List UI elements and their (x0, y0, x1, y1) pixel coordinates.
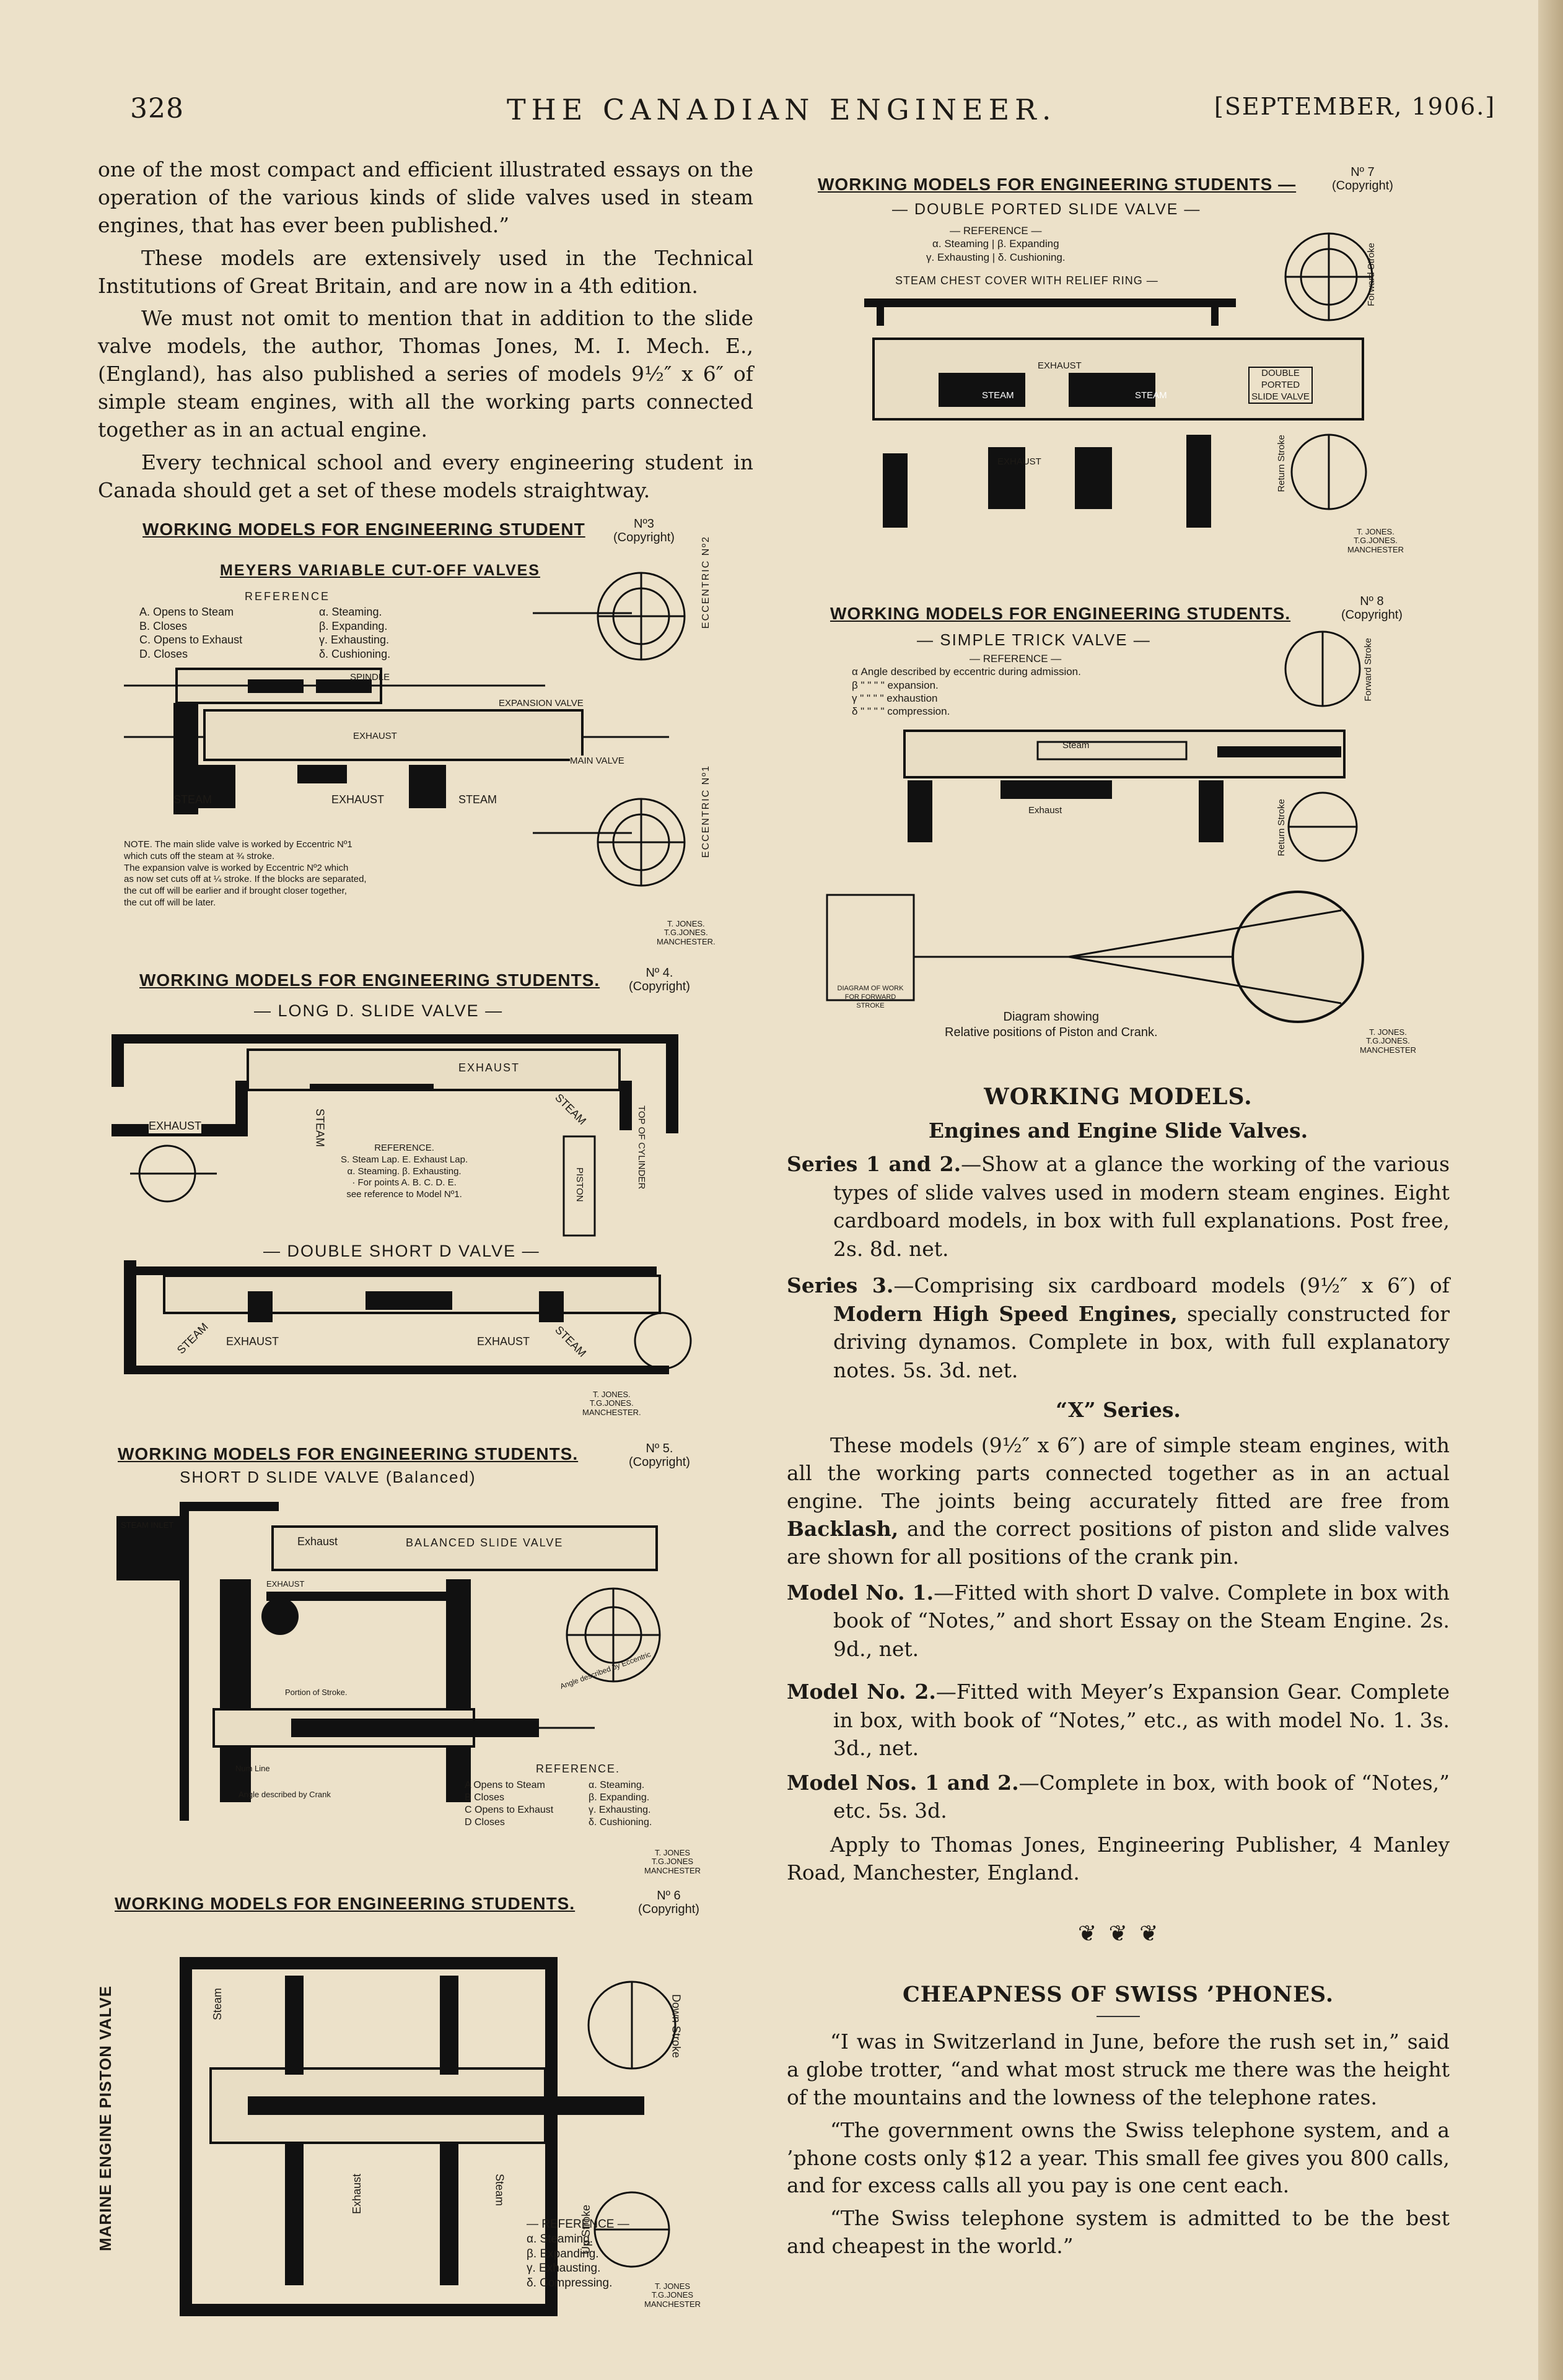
advertisement (787, 1084, 1450, 1887)
label-steam: STEAM (313, 1109, 326, 1148)
sig-line: T. JONES. (667, 919, 705, 928)
label-exhaust: Exhaust (1028, 805, 1062, 816)
figure-subtitle: — DOUBLE PORTED SLIDE VALVE — (892, 201, 1201, 218)
reference-heading: REFERENCE (245, 590, 331, 603)
ref-line: α. Steaming. (527, 2232, 593, 2246)
figure-no: Nº 5. (646, 1442, 673, 1455)
label-spindle: SPINDLE (350, 672, 390, 682)
ref-line: α Angle described by eccentric during admission. (852, 666, 1081, 678)
ref-item: D Closes (465, 1817, 505, 1828)
figure-note (124, 839, 367, 909)
ref-item: β. Expanding. (319, 619, 388, 632)
label-balanced-valve: BALANCED SLIDE VALVE (406, 1537, 564, 1549)
model-1 (787, 1579, 1450, 1663)
ref-item: B Closes (465, 1792, 505, 1803)
item-head: Model Nos. 1 and 2. (787, 1770, 1019, 1795)
signature (1347, 528, 1404, 554)
note-line: as now set cuts off at ¼ stroke. If the blocks are separated, (124, 874, 367, 885)
copyright: (Copyright) (613, 531, 675, 544)
sig-line: T.G.JONES. (589, 1398, 634, 1408)
diagram-box-label: DIAGRAM OF WORK FOR FORWARD STROKE (837, 985, 904, 1009)
label-steam-inlet: STEAM INLET (121, 1520, 174, 1530)
sig-line: MANCHESTER (1347, 544, 1404, 554)
label-steam: STEAM (174, 1320, 211, 1357)
label-return-stroke: Return Stroke (1276, 435, 1287, 492)
note-line: the cut off will be earlier and if brought closer together, (124, 886, 347, 896)
intro-text (98, 156, 753, 505)
ref-item: γ. Exhausting. (319, 634, 390, 646)
text: and the correct positions of piston and slide valves are shown for all positions of the crank pin. (787, 1516, 1450, 1569)
figure-reference (527, 2217, 629, 2291)
ref-item: B. Closes (139, 619, 188, 632)
figure-no: Nº 7 (1351, 165, 1375, 179)
copyright: (Copyright) (629, 980, 690, 993)
label-eccentric-2: ECCENTRIC Nº2 (701, 536, 711, 629)
paragraph: “I was in Switzerland in June, before the rush set in,” said a globe trotter, “and what most struck me there was the height of the mountains and the lowness of the telephone rates. (787, 2029, 1450, 2109)
section-separator: ❦ ❦ ❦ (1078, 1921, 1161, 1946)
paragraph: These models are extensively used in the Technical Institutions of Great Britain, and are now in a 4th edition. (98, 245, 753, 298)
valve-drawing (815, 162, 1428, 565)
figure-subtitle: — DOUBLE SHORT D VALVE — (263, 1242, 540, 1260)
label-steam: STEAM (458, 793, 497, 806)
page-edge (1538, 0, 1563, 2380)
paragraph: “The government owns the Swiss telephone system, and a ’phone costs only $12 a year. This small fee gives you 800 calls, and for excess calls all you pay is one cent each. (787, 2117, 1450, 2198)
figure-title: WORKING MODELS FOR ENGINEERING STUDENTS. (115, 1894, 576, 1913)
item-text: —Fitted with short D valve. Complete in box with book of “Notes,” and short Essay on the Steam Engine. 2s. 9d., net. (833, 1580, 1450, 1661)
paragraph: We must not omit to mention that in addition to the slide valve models, the author, Thomas Jones, M. I. Mech. E., (England), has also published a series of models 9½″ x 6″ of simple steam engines, with all the working parts connected together as in an actual engine. (98, 306, 753, 442)
label-steam: Steam (1062, 740, 1090, 751)
figure-meyers-valve (112, 517, 756, 963)
label-forward-stroke: Forward Stroke (1363, 638, 1373, 702)
paragraph: Every technical school and every engineering student in Canada should get a set of these models straightway. (98, 450, 753, 502)
ref-line: δ " " " " compression. (852, 705, 950, 717)
cover-label: STEAM CHEST COVER WITH RELIEF RING — (895, 274, 1158, 287)
item-text: —Fitted with Meyer’s Expansion Gear. Complete in box, with book of “Notes,” etc., as with model No. 1. 3s. 3d., net. (833, 1680, 1450, 1761)
label-exhaust: EXHAUST (458, 1061, 520, 1074)
sig-line: MANCHESTER. (657, 936, 716, 946)
ref-line: see reference to Model Nº1. (346, 1189, 462, 1200)
figure-subtitle: MEYERS VARIABLE CUT-OFF VALVES (220, 562, 540, 579)
label-crank-angle: Angle described by Crank (239, 1790, 331, 1799)
journal-title: THE CANADIAN ENGINEER. (507, 93, 1057, 126)
sig-line: T. JONES. (1357, 527, 1394, 536)
note-line: which cuts off the steam at ¾ stroke. (124, 850, 275, 861)
label-expansion: EXPANSION VALVE (499, 698, 584, 708)
figure-subtitle: — LONG D. SLIDE VALVE — (254, 1001, 504, 1020)
figure-no: Nº 8 (1360, 595, 1384, 608)
note-line: The expansion valve is worked by Eccentric Nº2 which (124, 862, 349, 873)
sig-line: T.G.JONES. (663, 928, 708, 938)
ad-title: WORKING MODELS. (984, 1084, 1253, 1110)
ref-item: δ. Cushioning. (319, 647, 391, 660)
paragraph: one of the most compact and efficient illustrated essays on the operation of the various kinds of slide valves used in steam engines, that has ever been published.” (98, 157, 753, 237)
sig-line: MANCHESTER (644, 2299, 701, 2309)
figure-title: WORKING MODELS FOR ENGINEERING STUDENTS. (139, 970, 600, 990)
sig-line: T.G.JONES. (1354, 536, 1398, 546)
figure-balanced-valve (112, 1437, 756, 1883)
label-exhaust: EXHAUST (353, 731, 397, 741)
ref-line: α. Steaming | β. Expanding (932, 238, 1059, 250)
item-head: Series 3. (787, 1273, 894, 1298)
ref-line: β " " " " expansion. (852, 679, 939, 691)
figure-reference (341, 1143, 468, 1201)
model-2 (787, 1678, 1450, 1763)
label-exhaust: EXHAUST (1038, 360, 1082, 371)
ref-line: · For points A. B. C. D. E. (352, 1177, 457, 1188)
figure-title: WORKING MODELS FOR ENGINEERING STUDENT (142, 520, 585, 539)
ref-line: REFERENCE. (374, 1143, 434, 1153)
label-eccentric-1: ECCENTRIC Nº1 (701, 765, 711, 858)
ref-line: — REFERENCE — (950, 225, 1042, 237)
ref-line: S. Steam Lap. E. Exhaust Lap. (341, 1154, 468, 1165)
title-rule (1097, 2016, 1140, 2017)
model-1-2 (787, 1769, 1450, 1825)
label-stroke: Portion of Stroke. (285, 1688, 348, 1697)
ref-line: — REFERENCE — (527, 2218, 629, 2231)
signature (657, 920, 716, 946)
article-title: CHEAPNESS OF SWISS ’PHONES. (902, 1982, 1334, 2007)
label-steam: Steam (211, 1988, 224, 2021)
page-number: 328 (130, 93, 184, 124)
label-exhaust: Exhaust (297, 1535, 338, 1548)
sig-line: T.G.JONES. (1366, 1036, 1410, 1046)
label-steam: STEAM (553, 1091, 589, 1128)
series-3 (787, 1271, 1450, 1384)
label-eccentric-angle: Angle described by Eccentric (559, 1649, 652, 1691)
caption-line: Diagram showing (1003, 1010, 1100, 1024)
label-exhaust: EXHAUST (226, 1335, 279, 1348)
ref-item: C Opens to Exhaust (465, 1805, 554, 1815)
label-steam: STEAM (982, 390, 1014, 401)
item-text: specially constructed for driving dynamos. Complete in box, with full explanatory notes. 5s. 3d. net. (833, 1301, 1450, 1382)
ref-item: β. Expanding. (589, 1792, 650, 1803)
figure-subtitle: SHORT D SLIDE VALVE (Balanced) (180, 1468, 476, 1486)
valve-drawing (112, 1437, 756, 1883)
label-exhaust: EXHAUST (149, 1120, 202, 1132)
figure-double-ported-valve (815, 162, 1428, 565)
label-exhaust: Exhaust (351, 2174, 363, 2215)
figure-no: Nº3 (634, 517, 654, 531)
note-line: NOTE. The main slide valve is worked by Eccentric Nº1 (124, 839, 352, 850)
label-down-stroke: Down Stroke (670, 1994, 683, 2059)
reference-list (589, 1779, 652, 1829)
sig-line: MANCHESTER. (582, 1407, 641, 1417)
sig-line: T.G.JONES (651, 2290, 694, 2300)
label-steam: STEAM (553, 1323, 589, 1360)
label-exhaust: EXHAUST (477, 1335, 530, 1348)
label-line: Num Line (235, 1764, 270, 1773)
label-up-stroke: Up Stroke (580, 2205, 592, 2255)
figure-subtitle: — SIMPLE TRICK VALVE — (917, 630, 1151, 649)
item-head: Model No. 1. (787, 1580, 934, 1605)
label-forward-stroke: Forward Stroke (1366, 243, 1377, 307)
signature (1360, 1028, 1416, 1055)
label-double-ported: DOUBLE PORTED SLIDE VALVE (1248, 367, 1313, 404)
note-line: the cut off will be later. (124, 897, 216, 908)
label-return-stroke: Return Stroke (1276, 799, 1287, 857)
item-text: —Comprising six cardboard models (9½″ x 6″) of (893, 1273, 1450, 1298)
ref-line: γ. Exhausting. (527, 2262, 601, 2275)
label-steam: Steam (493, 2174, 506, 2207)
ref-line: δ. Compressing. (527, 2277, 613, 2290)
x-series-text (787, 1432, 1450, 1571)
copyright: (Copyright) (629, 1455, 690, 1469)
item-bold: Modern High Speed Engines, (833, 1301, 1178, 1326)
signature (644, 2282, 701, 2309)
apply-text: Apply to Thomas Jones, Engineering Publisher, 4 Manley Road, Manchester, England. (787, 1832, 1450, 1885)
label-exhaust: EXHAUST (997, 456, 1041, 467)
series-1-2 (787, 1150, 1450, 1263)
ref-item: α. Steaming. (319, 606, 382, 618)
article (787, 1982, 1450, 2260)
copyright: (Copyright) (1341, 608, 1403, 622)
figure-title: WORKING MODELS FOR ENGINEERING STUDENTS — (818, 175, 1297, 194)
paragraph: “The Swiss telephone system is admitted to be the best and cheapest in the world.” (787, 2206, 1450, 2259)
ref-item: δ. Cushioning. (589, 1817, 652, 1828)
figure-marine-piston-valve (93, 1883, 756, 2329)
sig-line: T.G.JONES (651, 1857, 694, 1867)
figure-title: WORKING MODELS FOR ENGINEERING STUDENTS. (118, 1444, 579, 1463)
item-text: —Complete in box, with book of “Notes,” etc. 5s. 3d. (833, 1770, 1450, 1823)
label-exhaust: EXHAUST (266, 1579, 305, 1589)
ref-item: A Opens to Steam (465, 1780, 545, 1790)
valve-drawing (93, 1883, 756, 2329)
ref-line: β. Expanding. (527, 2247, 599, 2260)
signature (582, 1390, 641, 1417)
text: These models (9½″ x 6″) are of simple steam engines, with all the working parts connected together as in an actual engine. The joints being accurately fitted are free from (787, 1433, 1450, 1513)
label-steam: STEAM (1135, 390, 1167, 401)
sig-line: T. JONES (654, 1848, 691, 1857)
ref-line: α. Steaming. β. Exhausting. (347, 1166, 462, 1177)
ref-item: D. Closes (139, 647, 188, 660)
figure-simple-trick-valve (815, 582, 1428, 1071)
sig-line: MANCHESTER (644, 1865, 701, 1875)
figure-title: WORKING MODELS FOR ENGINEERING STUDENTS. (830, 604, 1291, 623)
item-text: —Show at a glance the working of the various types of slide valves used in modern steam engines. Eight cardboard models, in box with full explanations. Post free, 2s. 8d. net. (833, 1152, 1450, 1261)
reference-list (465, 1779, 553, 1829)
ref-item: γ. Exhausting. (589, 1805, 651, 1815)
item-head: Series 1 and 2. (787, 1152, 961, 1176)
diagram-caption (945, 1009, 1158, 1040)
signature (644, 1849, 701, 1875)
label-top-cylinder: TOP OF CYLINDER (636, 1105, 647, 1190)
item-head: Model No. 2. (787, 1680, 936, 1704)
figure-no: Nº 4. (646, 966, 673, 980)
text-bold: Backlash, (787, 1516, 899, 1541)
caption-line: Relative positions of Piston and Crank. (945, 1026, 1158, 1039)
sig-line: T. JONES. (1369, 1027, 1407, 1037)
copyright: (Copyright) (1332, 179, 1393, 193)
label-main-valve: MAIN VALVE (570, 756, 624, 766)
sig-line: T. JONES (654, 2282, 691, 2291)
ref-item: A. Opens to Steam (139, 606, 234, 618)
sig-line: T. JONES. (592, 1390, 631, 1399)
x-series-title: “X” Series. (1056, 1398, 1181, 1423)
label-steam: STEAM (173, 793, 212, 806)
copyright: (Copyright) (638, 1903, 699, 1916)
ref-item: α. Steaming. (589, 1780, 645, 1790)
ref-line: γ. Exhausting | δ. Cushioning. (926, 251, 1066, 263)
figure-no: Nº 6 (657, 1889, 681, 1903)
label-exhaust: EXHAUST (331, 793, 385, 806)
issue-date: [SEPTEMBER, 1906.] (1214, 93, 1496, 120)
reference-heading: REFERENCE. (536, 1763, 621, 1775)
figure-long-d-valve (105, 963, 756, 1421)
label-piston: PISTON (574, 1167, 585, 1202)
sig-line: MANCHESTER (1360, 1045, 1417, 1055)
ref-line: γ " " " " exhaustion (852, 692, 938, 704)
ref-line: — REFERENCE — (970, 653, 1062, 665)
ref-item: C. Opens to Exhaust (139, 634, 243, 646)
ad-subtitle: Engines and Engine Slide Valves. (928, 1118, 1308, 1143)
figure-side-title: MARINE ENGINE PISTON VALVE (96, 1985, 115, 2251)
